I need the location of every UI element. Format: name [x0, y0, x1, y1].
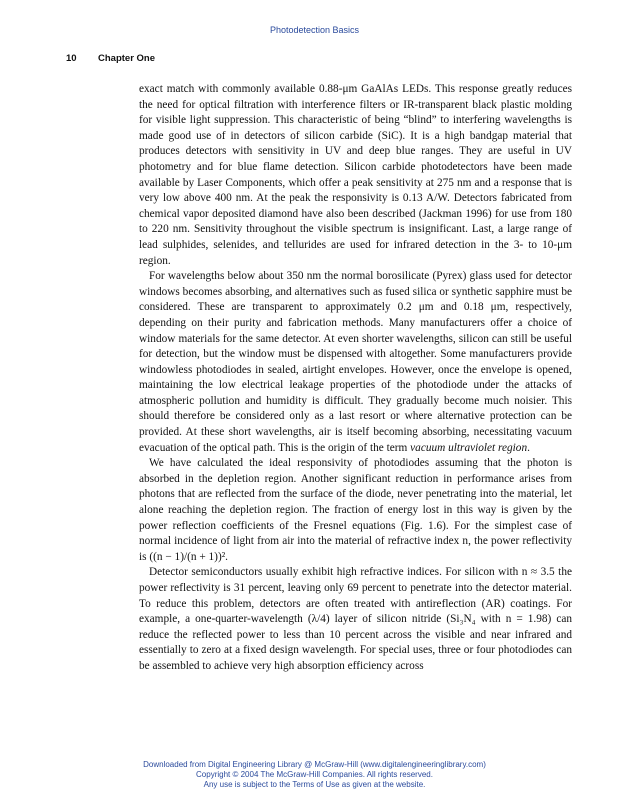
download-footer: [0, 760, 629, 790]
paragraph-2: [139, 269, 572, 456]
paragraph-text: exact match with commonly available 0.88-μm GaAlAs LEDs. This response greatly reduces the need for optical filtration with interference filters or IR-transparent black plastic molding for visible light suppression. This characteristic of being “blind” to interfering wavelengths is made good use of in detectors of silicon carbide (SiC). It is a high bandgap material that produces detectors with sensitivity in UV and deep blue ranges. They are useful in UV photometry and for blue flame detection. Silicon carbide photodetectors have been made available by Laser Components, which offer a peak sensitivity at 275 nm and a response that is very low above 400 nm. At the peak the responsivity is 0.13 A/W. Detectors fabricated from chemical vapor deposited diamond have also been described (Jackman 1996) for use from 180 to 220 nm. Sensitivity throughout the visible spectrum is insignificant. Last, a large range of lead sulphides, selenides, and tellurides are used for infrared detection in the 3- to 10-μm region.: [139, 83, 572, 267]
footer-download-link[interactable]: Downloaded from Digital Engineering Library @ McGraw-Hill (www.digitalengineeringlibrary.com): [143, 760, 486, 769]
paragraph-text-end: .: [527, 441, 530, 454]
footer-copyright: Copyright © 2004 The McGraw-Hill Companies. All rights reserved.: [196, 770, 433, 779]
chapter-title: Chapter One: [98, 53, 156, 64]
paragraph-4: [139, 565, 572, 674]
paragraph-text: For wavelengths below about 350 nm the normal borosilicate (Pyrex) glass used for detector windows becomes absorbing, and alternatives such as fused silica or synthetic sapphire must be considered. These are transparent to approximately 0.2 μm and 0.18 μm, respectively, depending on their purity and fabrication methods. Many manufacturers offer a choice of window materials for the same detector. At even shorter wavelengths, silicon can still be useful for detection, but the window must be dispensed with altogether. Some manufacturers provide windowless photodiodes in sealed, airtight envelopes. However, once the envelope is opened, maintaining the low electrical leakage properties of the photodiode under the attacks of atmospheric pollution and humidity is difficult. They gradually become much noisier. This should therefore be considered only as a last resort or where alternative protection can be provided. At these short wavelengths, air is itself becoming absorbing, necessitating vacuum evacuation of the optical path. This is the origin of the term: [139, 270, 572, 454]
running-header: Photodetection Basics: [269, 25, 360, 35]
paragraph-1: [139, 82, 572, 269]
page-heading: [66, 53, 155, 64]
paragraph-text: We have calculated the ideal responsivity of photodiodes assuming that the photon is absorbed in the depletion region. Another significant reduction in performance arises from photons that are reflected from the surface of the diode, never penetrating into the material, let alone reaching the depletion region. The fraction of energy lost in this way is given by the power reflection coefficients of the Fresnel equations (Fig. 1.6). For the simplest case of normal incidence of light from air into the material of refractive index n, the power reflectivity is ((n − 1)/(n + 1))².: [139, 457, 572, 563]
footer-terms: Any use is subject to the Terms of Use as given at the website.: [203, 780, 426, 789]
page-number: 10: [66, 53, 77, 64]
body-text: [139, 82, 572, 675]
italic-term: vacuum ultraviolet region: [410, 441, 528, 454]
paragraph-text: Detector semiconductors usually exhibit high refractive indices. For silicon with n ≈ 3.5 the power reflectivity is 31 percent, leaving only 69 percent to penetrate into the detector material. To reduce this problem, detectors are often treated with antireflection (AR) coatings. For example, a one-quarter-wavelength (λ/4) layer of silicon nitride (Si₃N₄ with n = 1.98) can reduce the reflected power to less than 10 percent across the visible and near infrared and essentially to zero at a fixed design wavelength. For special uses, three or four photodiodes can be assembled to achieve very high absorption efficiency across: [139, 566, 572, 672]
paragraph-3: [139, 456, 572, 565]
